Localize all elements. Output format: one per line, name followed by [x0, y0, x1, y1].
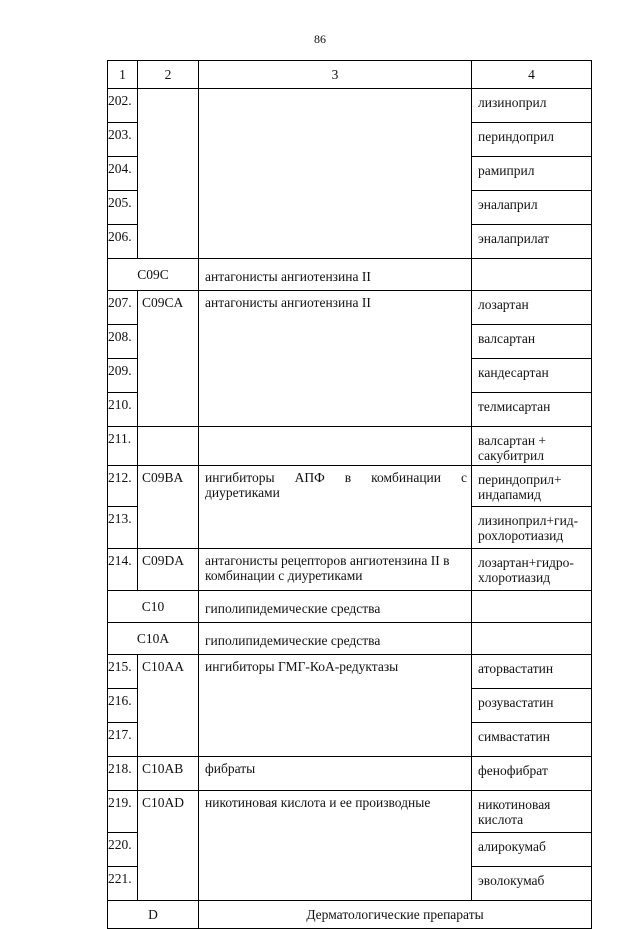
table-row — [108, 89, 592, 123]
row-number: 211. — [108, 427, 138, 466]
table-row — [108, 757, 592, 791]
section-code: D — [108, 901, 199, 929]
section-row — [108, 901, 592, 929]
section-row — [108, 623, 592, 655]
row-number: 220. — [108, 833, 138, 867]
row-number: 213. — [108, 507, 138, 549]
atc-code: C10AA — [138, 655, 199, 757]
row-number: 216. — [108, 689, 138, 723]
atc-code: C09CA — [138, 291, 199, 427]
atc-code-cell — [138, 89, 199, 259]
row-number: 206. — [108, 225, 138, 259]
row-number: 207. — [108, 291, 138, 325]
description: ингибиторы ГМГ-КоА-редуктазы — [199, 655, 472, 757]
description: антагонисты ангиотензина II — [199, 291, 472, 427]
drug-name: валсартан — [472, 325, 592, 359]
table-row — [108, 655, 592, 689]
drug-name: рамиприл — [472, 157, 592, 191]
atc-code-cell — [138, 427, 199, 466]
section-code: C09C — [108, 259, 199, 291]
row-number: 217. — [108, 723, 138, 757]
description-cell — [199, 427, 472, 466]
row-number: 202. — [108, 89, 138, 123]
drug-name: лозартан+гидро- хлоротиазид — [472, 549, 592, 591]
table-row — [108, 791, 592, 833]
drug-name: никотиновая кислота — [472, 791, 592, 833]
header-col-3: 3 — [199, 61, 472, 89]
drug-name: кандесартан — [472, 359, 592, 393]
drug-name: симвастатин — [472, 723, 592, 757]
page-number: 86 — [314, 32, 326, 46]
drug-name: эналаприлат — [472, 225, 592, 259]
row-number: 203. — [108, 123, 138, 157]
row-number: 218. — [108, 757, 138, 791]
row-number: 221. — [108, 867, 138, 901]
header-col-1: 1 — [108, 61, 138, 89]
drug-name: эналаприл — [472, 191, 592, 225]
drug-name: фенофибрат — [472, 757, 592, 791]
section-description: гиполипидемические средства — [199, 591, 472, 623]
table-row — [108, 466, 592, 507]
row-number: 210. — [108, 393, 138, 427]
header-row — [108, 61, 592, 89]
drug-name: лозартан — [472, 291, 592, 325]
drug-name: лизиноприл+гид- рохлоротиазид — [472, 507, 592, 549]
drug-name: аторвастатин — [472, 655, 592, 689]
description: антагонисты рецепторов ангиотензина II в комбинации с диуретиками — [199, 549, 472, 591]
row-number: 219. — [108, 791, 138, 833]
drug-table — [107, 60, 592, 929]
row-number: 204. — [108, 157, 138, 191]
drug-name-empty — [472, 591, 592, 623]
drug-name: эволокумаб — [472, 867, 592, 901]
table-row — [108, 549, 592, 591]
atc-code: C09BA — [138, 466, 199, 549]
section-code: C10A — [108, 623, 199, 655]
table-row — [108, 291, 592, 325]
header-col-4: 4 — [472, 61, 592, 89]
atc-code: C09DA — [138, 549, 199, 591]
drug-name-empty — [472, 623, 592, 655]
section-code: C10 — [108, 591, 199, 623]
row-number: 214. — [108, 549, 138, 591]
row-number: 208. — [108, 325, 138, 359]
section-row — [108, 591, 592, 623]
section-row — [108, 259, 592, 291]
drug-name: периндоприл — [472, 123, 592, 157]
description: никотиновая кислота и ее производные — [199, 791, 472, 901]
row-number: 215. — [108, 655, 138, 689]
section-description: гиполипидемические средства — [199, 623, 472, 655]
drug-name: периндоприл+ индапамид — [472, 466, 592, 507]
section-title: Дерматологические препараты — [199, 901, 592, 929]
row-number: 209. — [108, 359, 138, 393]
atc-code: C10AD — [138, 791, 199, 901]
drug-name-empty — [472, 259, 592, 291]
description: фибраты — [199, 757, 472, 791]
drug-name: розувастатин — [472, 689, 592, 723]
atc-code: C10AB — [138, 757, 199, 791]
section-description: антагонисты ангиотензина II — [199, 259, 472, 291]
description-cell — [199, 89, 472, 259]
drug-name: лизиноприл — [472, 89, 592, 123]
row-number: 212. — [108, 466, 138, 507]
drug-name: алирокумаб — [472, 833, 592, 867]
drug-name: телмисартан — [472, 393, 592, 427]
header-col-2: 2 — [138, 61, 199, 89]
table-row — [108, 427, 592, 466]
drug-name: валсартан + сакубитрил — [472, 427, 592, 466]
row-number: 205. — [108, 191, 138, 225]
description: ингибиторы АПФ в комбинации с диуретиками — [199, 466, 472, 549]
